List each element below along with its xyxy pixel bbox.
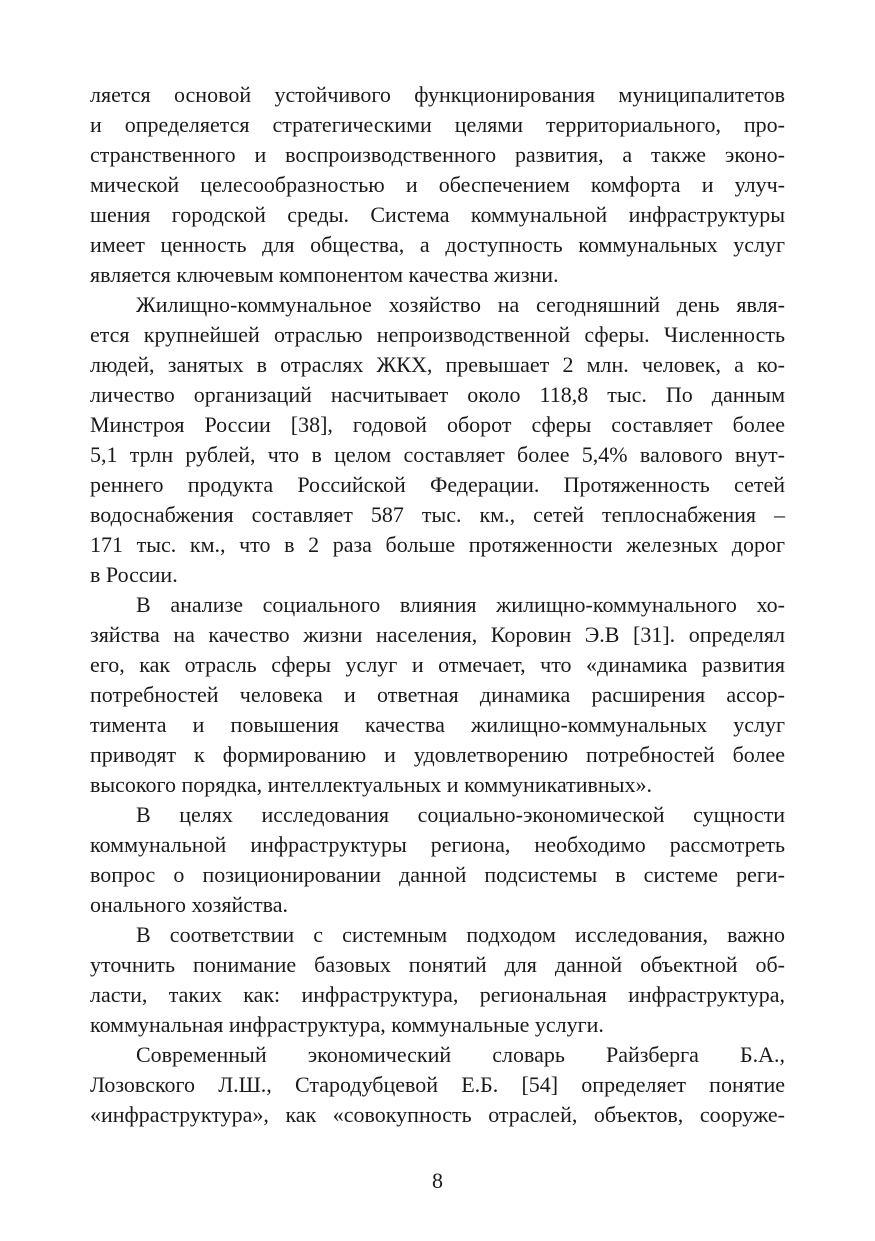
paragraph-1 xyxy=(90,80,785,290)
text-line: ется крупнейшей отраслью непроизводственной сферы. Численность xyxy=(90,322,785,347)
text-line: приводят к формированию и удовлетворению потребностей более xyxy=(90,742,785,767)
text-line: уточнить понимание базовых понятий для данной объектной об- xyxy=(90,952,785,977)
paragraph-5 xyxy=(90,920,785,1040)
text-line: является ключевым компонентом качества жизни. xyxy=(90,262,559,287)
text-line: личество организаций насчитывает около 118,8 тыс. По данным xyxy=(90,382,785,407)
text-line: тимента и повышения качества жилищно-коммунальных услуг xyxy=(90,712,785,737)
text-line: потребностей человека и ответная динамика расширения ассор- xyxy=(90,682,785,707)
text-line: В анализе социального влияния жилищно-коммунального хо- xyxy=(136,592,785,617)
text-line: «инфраструктура», как «совокупность отраслей, объектов, сооруже- xyxy=(90,1102,785,1127)
text-line: странственного и воспроизводственного развития, а также эконо- xyxy=(90,142,785,167)
text-line: Минстроя России [38], годовой оборот сферы составляет более xyxy=(90,412,785,437)
text-line: вопрос о позиционировании данной подсистемы в системе реги- xyxy=(90,862,785,887)
text-line: 5,1 трлн рублей, что в целом составляет более 5,4% валового внут- xyxy=(90,442,785,467)
text-line: имеет ценность для общества, а доступность коммунальных услуг xyxy=(90,232,785,257)
text-line: водоснабжения составляет 587 тыс. км., сетей теплоснабжения – xyxy=(90,502,785,527)
paragraph-6 xyxy=(90,1040,785,1130)
text-line: Современный экономический словарь Райзберга Б.А., xyxy=(136,1042,785,1067)
text-line: его, как отрасль сферы услуг и отмечает, что «динамика развития xyxy=(90,652,785,677)
text-line: коммунальная инфраструктура, коммунальные услуги. xyxy=(90,1012,604,1037)
text-line: зяйства на качество жизни населения, Коровин Э.В [31]. определял xyxy=(90,622,785,647)
text-line: ласти, таких как: инфраструктура, региональная инфраструктура, xyxy=(90,982,785,1007)
text-line: ляется основой устойчивого функционирования муниципалитетов xyxy=(90,82,785,107)
text-line: 171 тыс. км., что в 2 раза больше протяженности железных дорог xyxy=(90,532,785,557)
page-body xyxy=(90,80,785,1130)
text-line: коммунальной инфраструктуры региона, необходимо рассмотреть xyxy=(90,832,785,857)
text-line: в России. xyxy=(90,562,178,587)
text-line: высокого порядка, интеллектуальных и коммуникативных». xyxy=(90,772,652,797)
paragraph-3 xyxy=(90,590,785,800)
paragraph-2 xyxy=(90,290,785,590)
text-line: и определяется стратегическими целями территориального, про- xyxy=(90,112,785,137)
text-line: В целях исследования социально-экономической сущности xyxy=(136,802,785,827)
text-line: В соответствии с системным подходом исследования, важно xyxy=(136,922,785,947)
paragraph-4 xyxy=(90,800,785,920)
text-line: Лозовского Л.Ш., Стародубцевой Е.Б. [54] определяет понятие xyxy=(90,1072,785,1097)
text-line: реннего продукта Российской Федерации. Протяженность сетей xyxy=(90,472,785,497)
text-line: Жилищно-коммунальное хозяйство на сегодняшний день явля- xyxy=(136,292,785,317)
page-number: 8 xyxy=(432,1168,443,1193)
text-line: шения городской среды. Система коммунальной инфраструктуры xyxy=(90,202,785,227)
text-line: онального хозяйства. xyxy=(90,892,288,917)
text-line: людей, занятых в отраслях ЖКХ, превышает 2 млн. человек, а ко- xyxy=(90,352,785,377)
text-line: мической целесообразностью и обеспечением комфорта и улуч- xyxy=(90,172,785,197)
